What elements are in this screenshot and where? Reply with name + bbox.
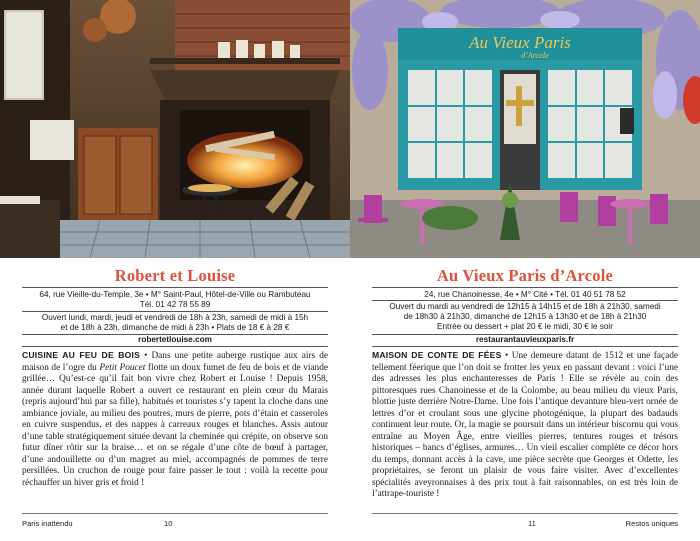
hours-line: Ouvert lundi, mardi, jeudi et vendredi de 18h à 23h, samedi de midi à 15h <box>41 313 309 322</box>
divider <box>372 300 678 301</box>
section-label: Paris inattendu <box>22 519 73 528</box>
address: 64, rue Vieille-du-Temple, 3e • M° Saint-Paul, Hôtel-de-Ville ou Rambuteau <box>39 290 311 299</box>
robert-et-louise-photo <box>0 0 350 258</box>
footer-divider <box>22 513 328 514</box>
divider <box>372 287 678 288</box>
review-text: MAISON DE CONTE DE FÉES • Une demeure datant de 1512 et une façade tellement féerique que l’on doit se frotter les yeux en passant devant : voici l’une des adresses les plus enchanteresses de Paris ! Elle se révèle au coin des pittoresques rues Chanoinesse et de la Colombe, au beau milieu du vieux Paris, blottie juste derrière Notre-Dame. Une fois l’antique devanture bleu-vert ornée de lettres d’or et croulant sous une glycine photogénique, la plupart des badauds continuent leur route. Or, la magie se poursuit dans un intérieur biscornu qui vous entraîne au Moyen Âge, entre vieilles pierres, tentures rouges et trésors historiques – bancs d’églises, armures… Un vieil escalier complète ce décor hors du temps, donnant accès à la cave, une pièce secrète que Georges et Odette, les propriétaires, se feront un plaisir de vous faire visiter. Avec d’excellentes spécialités aveyronnaises à des prix tout à fait raisonnables, on est très loin de l’attrape-touriste ! <box>372 350 678 499</box>
address: 24, rue Chanoinesse, 4e • M° Cité • Tél. 01 40 51 78 52 <box>424 290 626 299</box>
review-text: CUISINE AU FEU DE BOIS • Dans une petite auberge rustique aux airs de maison de l’ogre du Petit Poucet flotte un doux fumet de feu de bois et de viande grillée… Qu’est-ce qu’il fait bon vivre chez Robert et Louise ! Depuis 1958, année durant laquelle Robert a ouvert ce restaurant en plein cœur du Marais (repris aujourd’hui par sa fille), habitués et touristes s’y tapent la cloche dans une ambiance joviale, au milieu des poutres, murs de pierre, pots d’étain et casseroles en cuivre suspendus, et des nappes à carreaux rouges et blanches. Assis autour d’une table stratégiquement située devant la cheminée qui crépite, on observe son futur dîner rôtir sur la braise… et on se régale d’une côte de bœuf à partager, d’une andouillette ou d’un magret au miel, accompagnés de pommes de terre persillées. Un cruchon de rouge pour faire passer le tout : voilà la recette pour réchauffer un hiver gris et froid ! <box>22 350 328 488</box>
au-vieux-paris-photo <box>350 0 700 258</box>
page-number: 11 <box>528 519 536 528</box>
hours-line: de 18h30 à 21h30, dimanche de 12h15 à 13h30 et de 18h à 21h30 <box>403 312 647 322</box>
footer-divider <box>372 513 678 514</box>
address-block <box>22 290 328 310</box>
storefront-sign: Au Vieux Paris <box>469 33 571 52</box>
divider <box>22 346 328 347</box>
restaurant-fireplace-illustration <box>0 0 350 258</box>
restaurant-title: Au Vieux Paris d’Arcole <box>436 266 614 285</box>
price-line: Entrée ou dessert + plat 20 € le midi, 30 € le soir <box>437 322 613 332</box>
restaurant-title: Robert et Louise <box>114 266 236 285</box>
right-page <box>350 0 700 541</box>
hours-line: et de 18h à 23h, dimanche de midi à 23h • Plats de 18 € à 28 € <box>60 323 290 333</box>
divider <box>22 287 328 288</box>
section-label: Restos uniques <box>625 519 678 528</box>
review-lead: MAISON DE CONTE DE FÉES <box>372 350 502 360</box>
storefront-sign-sub: d’Arcole <box>521 51 549 60</box>
divider <box>22 311 328 312</box>
hours-block <box>372 302 678 333</box>
website-link[interactable]: restaurantauvieuxparis.fr <box>475 335 575 344</box>
hours-block <box>22 313 328 333</box>
page-number: 10 <box>164 519 173 528</box>
phone: Tél. 01 42 78 55 89 <box>139 300 211 310</box>
divider <box>372 346 678 347</box>
storefront-illustration <box>350 0 700 258</box>
review-lead: CUISINE AU FEU DE BOIS <box>22 350 141 360</box>
website-link[interactable]: robertetlouise.com <box>138 335 212 344</box>
hours-line: Ouvert du mardi au vendredi de 12h15 à 14h15 et de 18h à 21h30, samedi <box>389 302 661 311</box>
